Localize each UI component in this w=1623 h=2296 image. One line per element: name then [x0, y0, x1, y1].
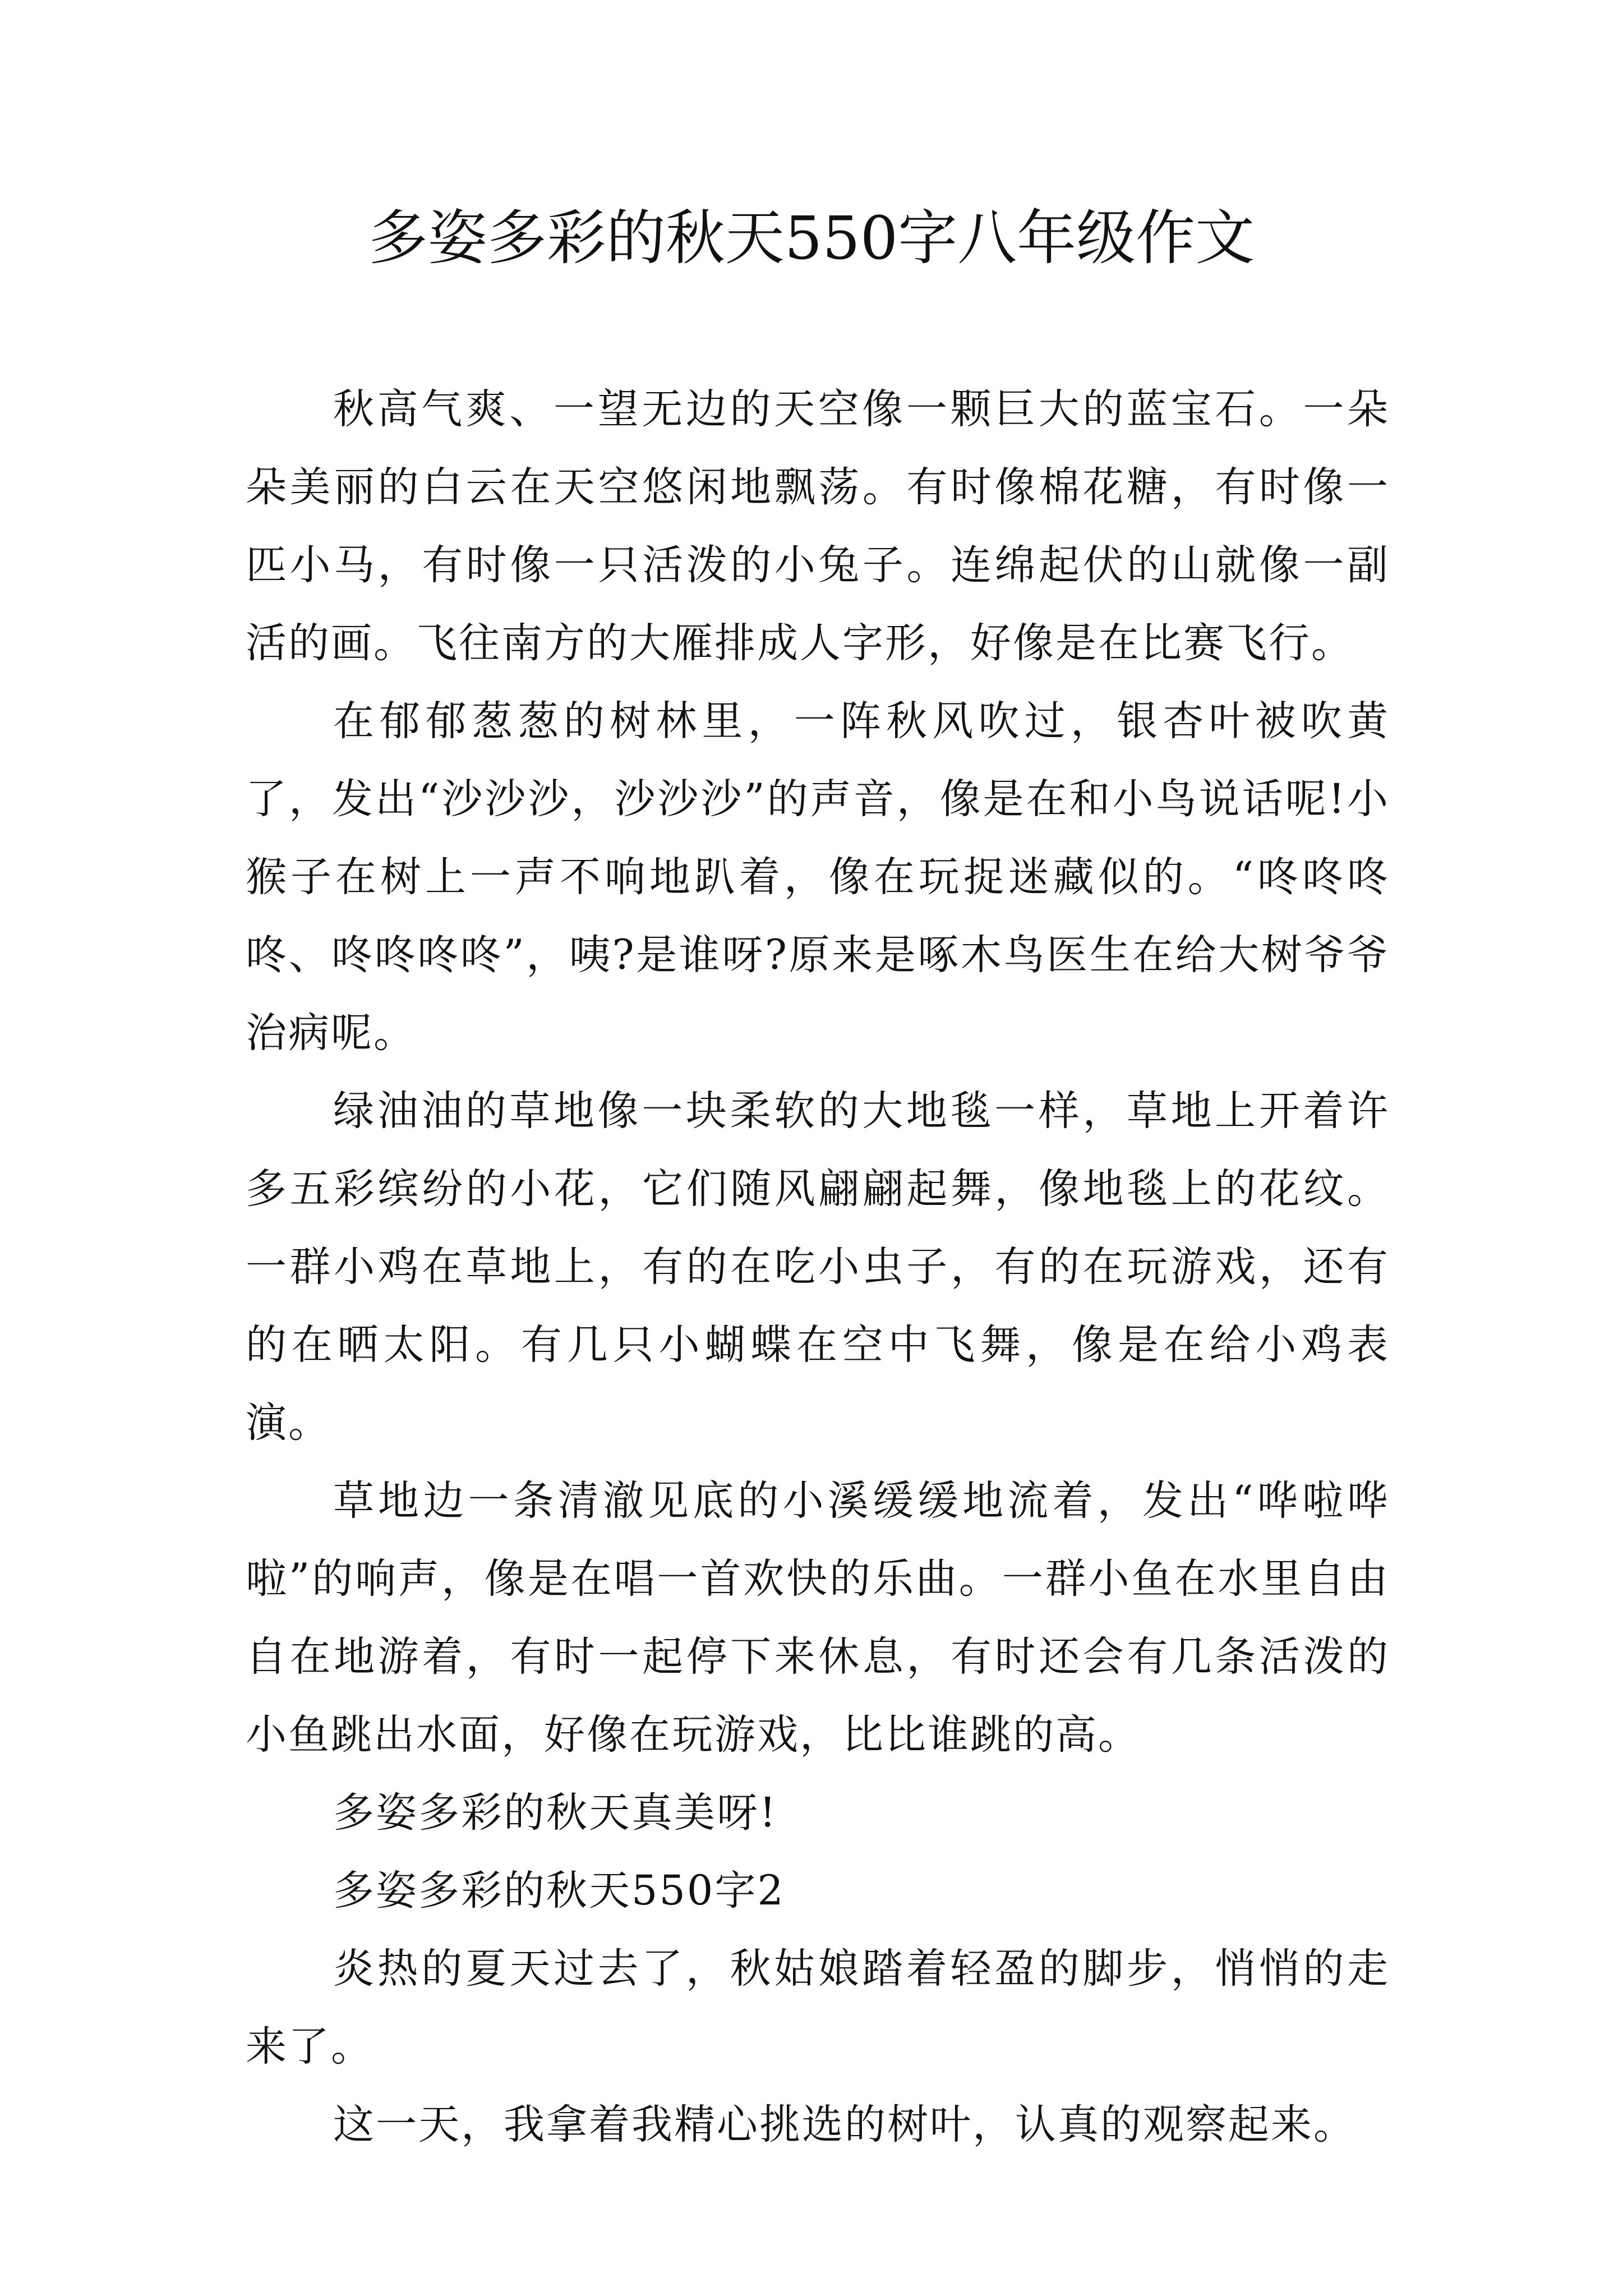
document-title: 多姿多彩的秋天550字八年级作文 [368, 204, 1255, 273]
paragraph: 炎热的夏天过去了，秋姑娘踏着轻盈的脚步，悄悄的走来了。 [246, 1945, 1390, 2070]
document-body [246, 370, 1390, 2164]
paragraph: 秋高气爽、一望无边的天空像一颗巨大的蓝宝石。一朵朵美丽的白云在天空悠闲地飘荡。有时像棉花糖，有时像一匹小马，有时像一只活泼的小兔子。连绵起伏的山就像一副活的画。飞往南方的大雁排成人字形，好像是在比赛飞行。 [246, 385, 1390, 667]
paragraph: 草地边一条清澈见底的小溪缓缓地流着，发出“哗啦哗啦”的响声，像是在唱一首欢快的乐曲。一群小鱼在水里自由自在地游着，有时一起停下来休息，有时还会有几条活泼的小鱼跳出水面，好像在玩游戏，比比谁跳的高。 [246, 1477, 1390, 1759]
paragraph: 这一天，我拿着我精心挑选的树叶，认真的观察起来。 [333, 2101, 1356, 2148]
paragraph: 在郁郁葱葱的树林里，一阵秋风吹过，银杏叶被吹黄了，发出“沙沙沙，沙沙沙”的声音，像是在和小鸟说话呢!小猴子在树上一声不响地趴着，像在玩捉迷藏似的。“咚咚咚咚、咚咚咚咚”，咦?是谁呀?原来是啄木鸟医生在给大树爷爷治病呢。 [246, 697, 1390, 1057]
paragraph: 多姿多彩的秋天550字2 [333, 1867, 785, 1915]
paragraph: 绿油油的草地像一块柔软的大地毯一样，草地上开着许多五彩缤纷的小花，它们随风翩翩起舞，像地毯上的花纹。一群小鸡在草地上，有的在吃小虫子，有的在玩游戏，还有的在晒太阳。有几只小蝴蝶在空中飞舞，像是在给小鸡表演。 [246, 1087, 1390, 1447]
paragraph: 多姿多彩的秋天真美呀! [333, 1789, 778, 1837]
